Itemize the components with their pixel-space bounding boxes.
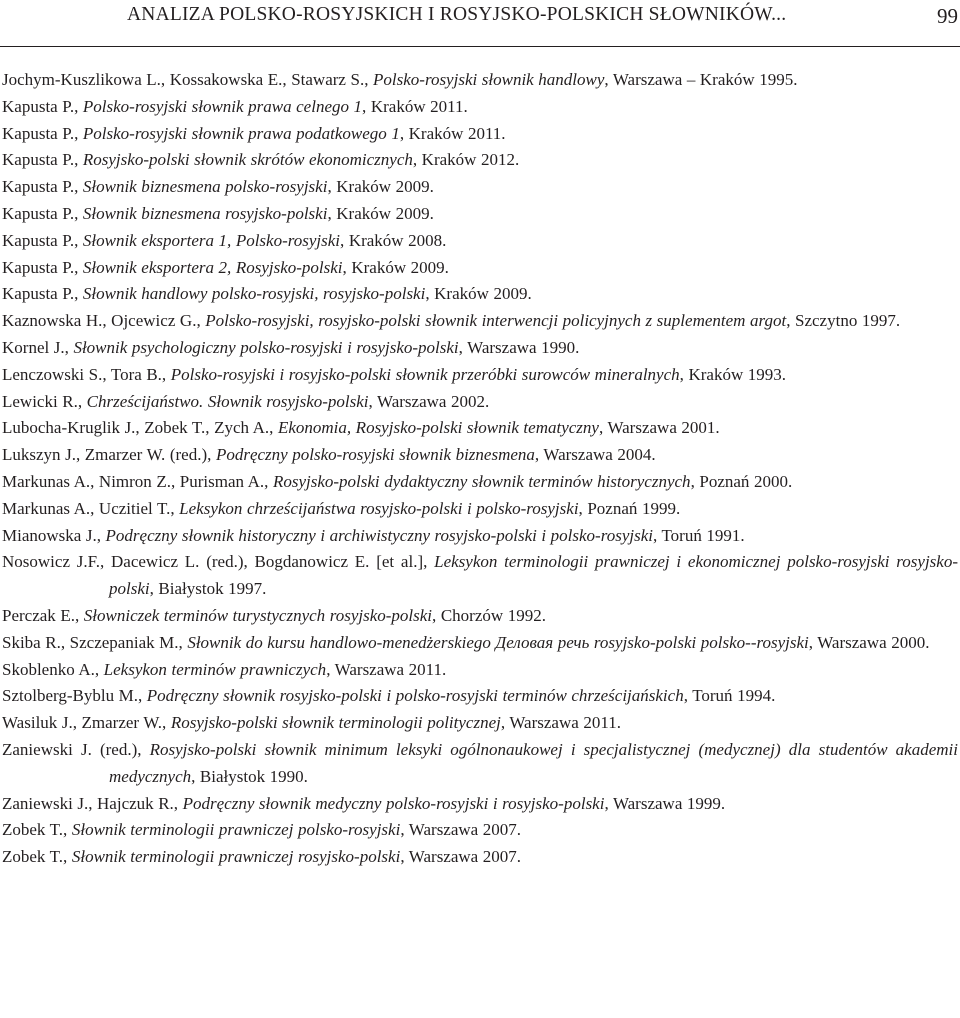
entry-publication: , Warszawa 2007. [400,847,522,867]
page-number: 99 [937,4,958,28]
bibliography-entry [2,67,958,94]
entry-author: Kapusta P., [2,150,83,170]
bibliography-entry [2,657,958,684]
entry-publication: , Kraków 2011. [399,123,506,143]
entry-author: Lewicki R., [2,391,87,411]
entry-author: Lukszyn J., Zmarzer W. (red.), [2,445,216,465]
entry-author: Wasiluk J., Zmarzer W., [2,713,171,733]
entry-title: Leksykon terminologii prawniczej i ekonomicznej polsko-rosyjski rosyjsko-polski [109,552,958,599]
entry-title: Leksykon chrześcijaństwa rosyjsko-polski i polsko-rosyjski [179,498,579,518]
entry-author: Kapusta P., [2,123,83,143]
entry-author: Zaniewski J., Hajczuk R., [2,793,183,813]
entry-title: Chrześcijaństwo. Słownik rosyjsko-polski [86,391,369,411]
entry-author: Kapusta P., [2,96,83,116]
entry-publication: , Warszawa 2004. [534,445,656,465]
entry-title: Podręczny słownik historyczny i archiwistyczny rosyjsko-polski i polsko-rosyjski [105,525,653,545]
entry-publication: , Warszawa 1990. [458,337,580,357]
entry-title: Słownik terminologii prawniczej rosyjsko-polski [71,847,401,867]
entry-publication: , Warszawa 1999. [604,793,726,813]
bibliography-entry [2,710,958,737]
bibliography-entry [2,174,958,201]
entry-author: Lenczowski S., Tora B., [2,364,171,384]
running-title: ANALIZA POLSKO-ROSYJSKICH I ROSYJSKO-POLSKICH SŁOWNIKÓW... [127,4,787,25]
entry-publication: , Toruń 1991. [652,525,745,545]
entry-publication: , Warszawa 2001. [598,418,720,438]
bibliography-entry [2,94,958,121]
entry-publication: , Kraków 2009. [425,284,532,304]
entry-title: Polsko-rosyjski, rosyjsko-polski słownik interwencji policyjnych z suplementem argot [205,311,787,331]
entry-title: Leksykon terminów prawniczych [103,659,327,679]
entry-publication: , Warszawa – Kraków 1995. [604,70,798,89]
bibliography-entry [2,523,958,550]
entry-publication: , Warszawa 2011. [500,713,621,733]
bibliography-list [2,67,958,871]
bibliography-entry [2,281,958,308]
entry-title: Rosyjsko-polski słownik skrótów ekonomicznych [82,150,413,170]
bibliography-entry [2,255,958,282]
entry-author: Mianowska J., [2,525,106,545]
entry-title: Słownik eksportera 2, Rosyjsko-polski [82,257,343,277]
entry-author: Markunas A., Nimron Z., Purisman A., [2,471,273,491]
entry-author: Kornel J., [2,337,74,357]
entry-publication: , Toruń 1994. [683,686,776,706]
entry-title: Słowniczek terminów turystycznych rosyjsko-polski [83,605,433,625]
entry-publication: , Kraków 2011. [362,96,468,116]
entry-author: Zaniewski J. (red.), [2,739,150,759]
entry-author: Zobek T., [2,847,72,867]
entry-publication: , Białystok 1997. [149,579,267,599]
bibliography-entry [2,201,958,228]
bibliography-entry [2,362,958,389]
entry-publication: , Białystok 1990. [191,766,308,786]
entry-publication: , Poznań 1999. [578,498,681,518]
entry-publication: , Kraków 2009. [342,257,449,277]
entry-title: Słownik handlowy polsko-rosyjski, rosyjsko-polski [82,284,426,304]
bibliography-entry [2,630,958,657]
entry-author: Skoblenko A., [2,659,104,679]
entry-author: Perczak E., [2,605,84,625]
entry-publication: , Kraków 2012. [412,150,520,170]
entry-author: Kapusta P., [2,230,83,250]
bibliography-entry [2,469,958,496]
entry-author: Kapusta P., [2,257,83,277]
bibliography-entry [2,308,958,335]
entry-publication: , Chorzów 1992. [432,605,546,625]
entry-title: Polsko-rosyjski i rosyjsko-polski słownik przeróbki surowców mineralnych [170,364,680,384]
bibliography-entry [2,683,958,710]
entry-title: Podręczny polsko-rosyjski słownik biznesmena [215,445,535,465]
entry-title: Polsko-rosyjski słownik prawa podatkowego 1 [82,123,400,143]
entry-title: Słownik biznesmena polsko-rosyjski [82,177,328,197]
entry-title: Polsko-rosyjski słownik prawa celnego 1 [82,96,363,116]
bibliography-entry [2,442,958,469]
bibliography-entry [2,791,958,818]
entry-title: Rosyjsko-polski słownik minimum leksyki ogólnonaukowej i specjalistycznej (medycznej) dla studentów akademii medycznych [109,739,958,786]
entry-author: Kapusta P., [2,203,83,223]
bibliography-entry [2,603,958,630]
bibliography-entry [2,496,958,523]
entry-author: Lubocha-Kruglik J., Zobek T., Zych A., [2,418,278,438]
bibliography-entry [2,228,958,255]
entry-author: Jochym-Kuszlikowa L., Kossakowska E., Stawarz S., [2,70,374,89]
entry-publication: , Warszawa 2007. [400,820,522,840]
entry-title: Słownik eksportera 1, Polsko-rosyjski [82,230,341,250]
bibliography-entry [2,817,958,844]
bibliography-entry [2,335,958,362]
entry-publication: , Poznań 2000. [690,471,793,491]
entry-title: Podręczny słownik rosyjsko-polski i polsko-rosyjski terminów chrześcijańskich [146,686,684,706]
entry-author: Skiba R., Szczepaniak M., [2,632,188,652]
entry-author: Zobek T., [2,820,72,840]
entry-author: Kapusta P., [2,177,83,197]
entry-title: Podręczny słownik medyczny polsko-rosyjski i rosyjsko-polski [182,793,605,813]
entry-author: Sztolberg-Byblu M., [2,686,147,706]
bibliography-entry [2,737,958,791]
bibliography-entry [2,415,958,442]
entry-title: Polsko-rosyjski słownik handlowy [373,70,605,89]
entry-publication: , Kraków 2009. [327,203,434,223]
entry-title: Rosyjsko-polski dydaktyczny słownik terminów historycznych [272,471,691,491]
entry-publication: , Kraków 2008. [340,230,447,250]
entry-author: Kaznowska H., Ojcewicz G., [2,311,206,331]
bibliography-entry [2,549,958,603]
entry-title: Ekonomia, Rosyjsko-polski słownik tematyczny [277,418,599,438]
entry-title: Słownik psychologiczny polsko-rosyjski i rosyjsko-polski [73,337,459,357]
entry-author: Markunas A., Uczitiel T., [2,498,180,518]
entry-author: Kapusta P., [2,284,83,304]
bibliography-entry [2,844,958,871]
entry-publication: , Kraków 1993. [679,364,787,384]
bibliography-entry [2,121,958,148]
entry-title: Słownik biznesmena rosyjsko-polski [82,203,328,223]
entry-title: Rosyjsko-polski słownik terminologii politycznej [170,713,501,733]
entry-publication: , Warszawa 2011. [326,659,447,679]
entry-author: Nosowicz J.F., Dacewicz L. (red.), Bogdanowicz E. [et al.], [2,552,435,572]
bibliography-entry [2,389,958,416]
entry-title: Słownik terminologii prawniczej polsko-rosyjski [71,820,401,840]
entry-title: Słownik do kursu handlowo-menedżerskiego Деловая речь rosyjsko-polski polsko--rosyjski [187,632,809,652]
entry-publication: , Warszawa 2000. [808,632,930,652]
entry-publication: , Warszawa 2002. [368,391,490,411]
running-header [0,0,960,47]
entry-publication: , Kraków 2009. [327,177,434,197]
bibliography-entry [2,147,958,174]
entry-publication: , Szczytno 1997. [786,311,901,331]
